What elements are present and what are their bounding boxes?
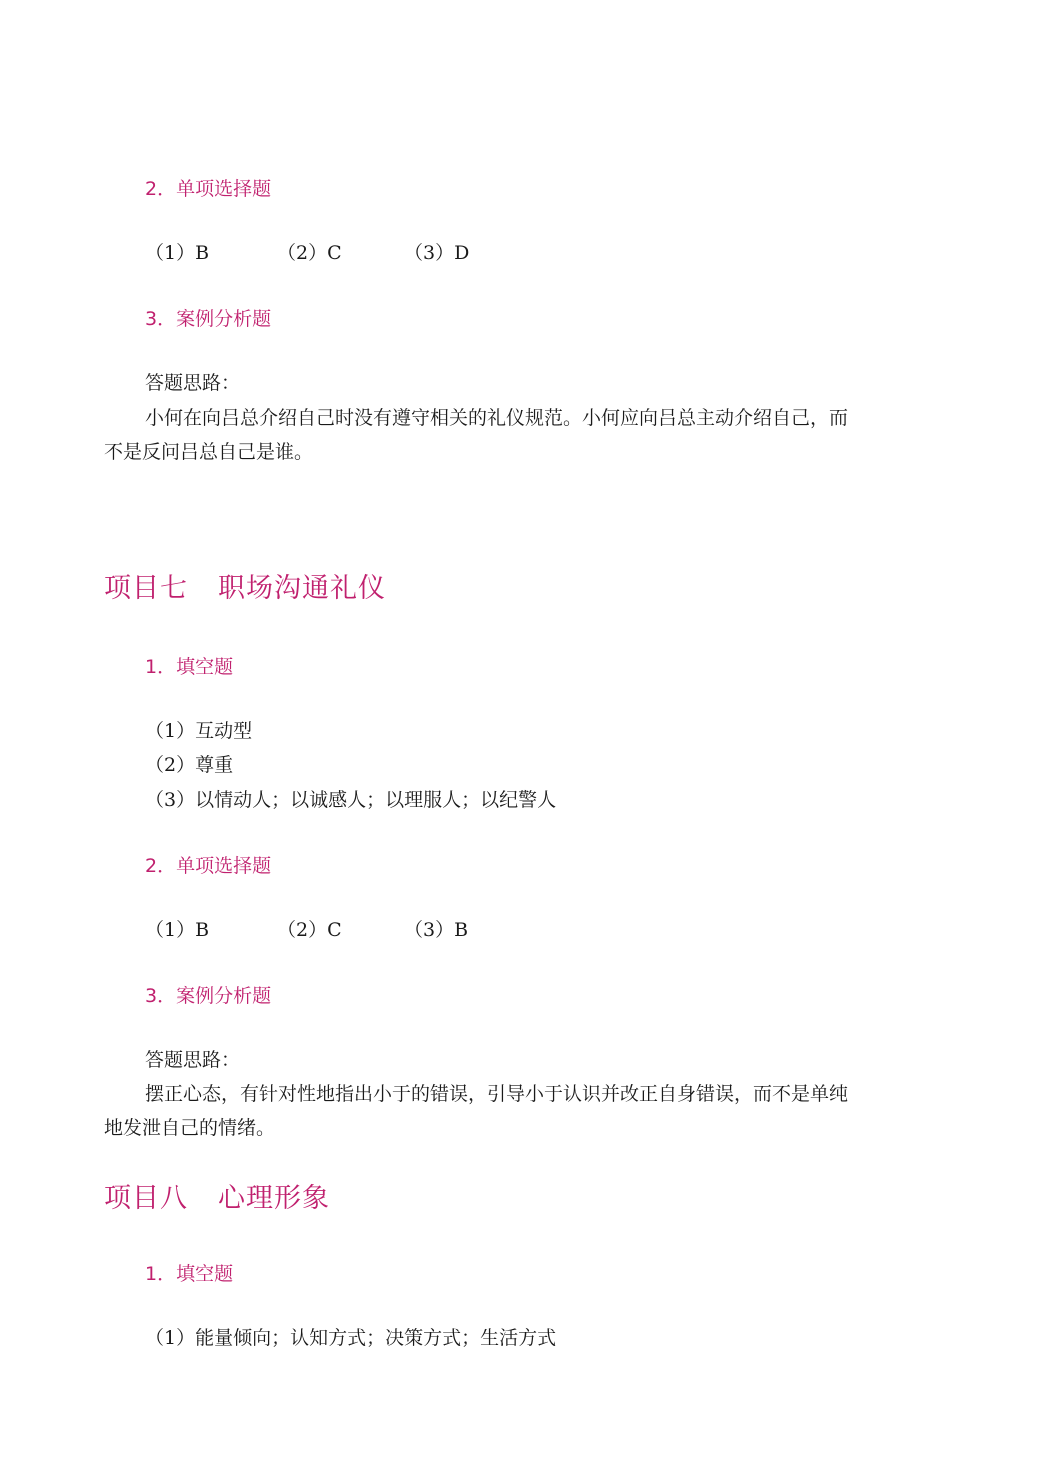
s8-q1-item-1: （1）能量倾向；认知方式；决策方式；生活方式: [145, 1327, 557, 1349]
s7-q2-title: 2．单项选择题: [145, 855, 272, 877]
s6-q2-answer-1: （1）B: [145, 242, 210, 264]
s6-q2-answer-2: （2）C: [277, 242, 342, 264]
section-7-title: 职场沟通礼仪: [218, 573, 386, 604]
s7-q1-item-2: （2）尊重: [145, 754, 234, 776]
s7-q3-line-1: 摆正心态，有针对性地指出小于的错误，引导小于认识并改正自身错误，而不是单纯: [145, 1083, 849, 1105]
s7-q3-title: 3．案例分析题: [145, 985, 272, 1007]
s7-q1-item-3: （3）以情动人；以诚感人；以理服人；以纪警人: [145, 789, 557, 811]
s6-q3-label: 答题思路：: [145, 372, 241, 394]
s8-q1-title: 1．填空题: [145, 1263, 234, 1285]
s6-q2-title: 2．单项选择题: [145, 178, 272, 200]
s7-q3-label: 答题思路：: [145, 1049, 241, 1071]
section-7-number: 项目七: [104, 573, 188, 604]
s7-q3-line-2: 地发泄自己的情绪。: [104, 1117, 276, 1139]
section-7-heading: [104, 566, 386, 605]
section-8-heading: [104, 1176, 330, 1215]
s6-q3-line-2: 不是反问吕总自己是谁。: [104, 441, 314, 463]
s6-q3-title: 3．案例分析题: [145, 308, 272, 330]
s7-q1-title: 1．填空题: [145, 656, 234, 678]
s7-q1-item-1: （1）互动型: [145, 720, 253, 742]
s6-q2-answer-3: （3）D: [404, 242, 470, 264]
s7-q2-answer-3: （3）B: [404, 919, 469, 941]
section-8-number: 项目八: [104, 1183, 188, 1214]
s7-q2-answer-2: （2）C: [277, 919, 342, 941]
section-8-title: 心理形象: [218, 1183, 330, 1214]
s7-q2-answer-1: （1）B: [145, 919, 210, 941]
s6-q3-line-1: 小何在向吕总介绍自己时没有遵守相关的礼仪规范。小何应向吕总主动介绍自己，而: [145, 407, 849, 429]
